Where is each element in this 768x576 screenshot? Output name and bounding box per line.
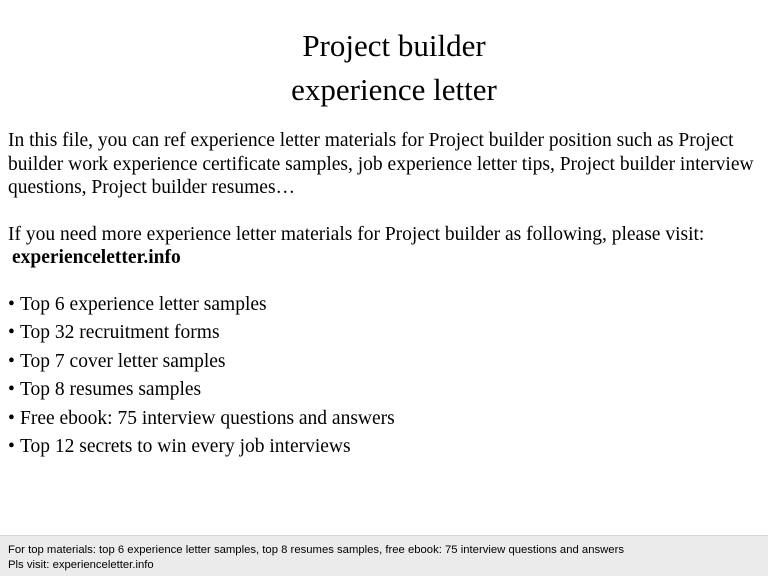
- list-item: [8, 435, 764, 459]
- letter-body: [8, 129, 764, 464]
- page-title: [0, 24, 768, 112]
- visit-paragraph: [8, 223, 764, 270]
- footer-line-2: Pls visit: experienceletter.info: [8, 559, 154, 571]
- list-item-label: Top 8 resumes samples: [20, 379, 202, 400]
- list-item: [8, 293, 764, 317]
- bullet-icon: •: [8, 436, 15, 457]
- footer-line-1: For top materials: top 6 experience letter samples, top 8 resumes samples, free ebook: 75 interview questions and answers: [8, 544, 624, 556]
- title-line-2: experience letter: [291, 72, 497, 107]
- bullet-icon: •: [8, 379, 15, 400]
- list-item-label: Top 6 experience letter samples: [20, 293, 267, 315]
- list-item: [8, 378, 764, 402]
- list-item: [8, 350, 764, 374]
- footer-bar: [0, 535, 768, 576]
- list-item-label: Top 7 cover letter samples: [20, 350, 226, 372]
- list-item: [8, 321, 764, 345]
- list-item-label: Top 12 secrets to win every job interviews: [20, 436, 351, 457]
- list-item-label: Free ebook: 75 interview questions and answers: [20, 407, 395, 429]
- title-line-1: Project builder: [302, 28, 486, 63]
- bullet-icon: •: [8, 350, 15, 372]
- experienceletter-link[interactable]: experienceletter.info: [12, 247, 181, 268]
- bullet-icon: •: [8, 293, 15, 315]
- list-item-label: Top 32 recruitment forms: [20, 322, 220, 343]
- visit-text: If you need more experience letter materials for Project builder as following, please visit:: [8, 223, 705, 245]
- list-item: [8, 407, 764, 431]
- intro-paragraph: In this file, you can ref experience letter materials for Project builder position such as Project builder work experience certificate samples, job experience letter tips, Project builder interview questions, Project builder resumes…: [8, 130, 754, 198]
- bullet-icon: •: [8, 322, 15, 343]
- bullet-icon: •: [8, 407, 15, 429]
- materials-list: [8, 293, 764, 459]
